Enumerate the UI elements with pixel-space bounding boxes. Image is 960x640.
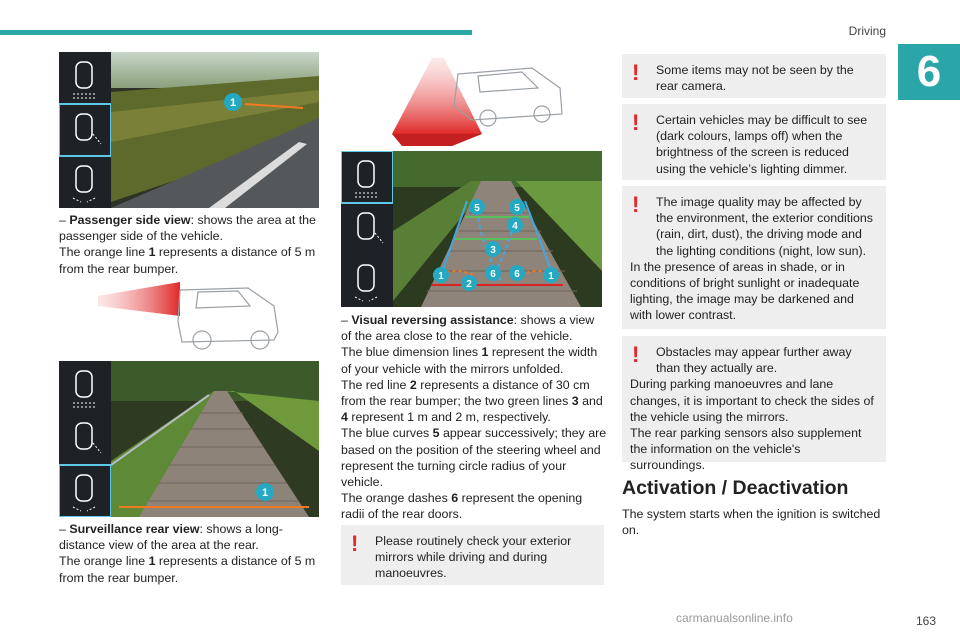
warning-image-quality: ! The image quality may be affected by the environment, the exterior conditions (rain, dirt, dust), the driving mode and the lighting conditions (night, low sun). In the presence of areas in shade, or in conditions of bright sunlight or inadequate lighting, the image may be darkened and with lower contrast.: [622, 186, 886, 329]
visual-reversing-label: Visual reversing assistance: [351, 313, 514, 327]
marker-1: 1: [229, 97, 237, 109]
marker-5: 5: [474, 203, 480, 214]
marker-5: 5: [514, 203, 520, 214]
header-accent-bar: [0, 30, 472, 35]
page-number: 163: [915, 614, 936, 628]
marker-1: 1: [261, 487, 269, 499]
vehicle-side-illustration: [98, 282, 283, 352]
header-title: Driving: [848, 24, 886, 38]
warning-icon: !: [632, 192, 640, 217]
warning-obstacles-distance: ! Obstacles may appear further away than they actually are. During parking manoeuvres and lane changes, it is important to check the sides of the vehicle using the mirrors. The rear parking sensors also supplement the information on the vehicle's surroundings.: [622, 336, 886, 462]
marker-layer: [59, 52, 319, 208]
marker-layer: [341, 151, 602, 307]
warning-icon: !: [351, 531, 359, 556]
warning-icon: !: [632, 110, 640, 135]
camera-image-passenger-side: [59, 52, 319, 208]
warning-icon: !: [632, 60, 640, 85]
marker-4: 4: [512, 221, 518, 232]
vehicle-rear-illustration: [392, 54, 568, 146]
marker-6: 6: [490, 269, 496, 280]
surveillance-label: Surveillance rear view: [69, 522, 200, 536]
section-title-activation: Activation / Deactivation: [622, 477, 849, 499]
camera-image-visual-reversing: [341, 151, 602, 307]
warning-icon: !: [632, 342, 640, 367]
camera-image-surveillance: [59, 361, 319, 517]
marker-1: 1: [438, 271, 444, 282]
warning-dark-vehicles: ! Certain vehicles may be difficult to see (dark colours, lamps off) when the brightness of the screen is reduced using the vehicle’s lighting dimmer.: [622, 104, 886, 180]
activation-text: The system starts when the ignition is switched on.: [622, 507, 881, 538]
passenger-side-label: Passenger side view: [69, 213, 191, 227]
marker-6: 6: [514, 269, 520, 280]
warning-check-mirrors: ! Please routinely check your exterior mirrors while driving and during manoeuvres.: [341, 525, 604, 585]
chapter-badge: 6: [898, 44, 960, 100]
watermark: carmanualsonline.info: [676, 611, 793, 625]
passenger-side-text: – Passenger side view: shows the area at the passenger side of the vehicle. The orange line 1 represents a distance of 5 m from the rear bumper.: [59, 213, 316, 276]
warning-items-not-seen: ! Some items may not be seen by the rear camera.: [622, 54, 886, 98]
marker-3: 3: [490, 245, 496, 256]
marker-1: 1: [548, 271, 554, 282]
marker-layer: [59, 361, 319, 517]
visual-reversing-text: – Visual reversing assistance: shows a view of the area close to the rear of the vehicle. The blue dimension lines 1 represent the width of your vehicle with the mirrors unfolded. The red line 2 represents a distance of 30 cm from the rear bumper; the two green lines 3 and 4 represent 1 m and 2 m, respectively. The blue curves 5 appear successively; they are based on the position of the steering wheel and represent the turning circle radius of your vehicle. The orange dashes 6 represent the opening radii of the rear doors.: [341, 313, 607, 522]
marker-2: 2: [466, 279, 472, 290]
surveillance-text: – Surveillance rear view: shows a long-distance view of the area at the rear. The orange line 1 represents a distance of 5 m from the rear bumper.: [59, 522, 316, 585]
